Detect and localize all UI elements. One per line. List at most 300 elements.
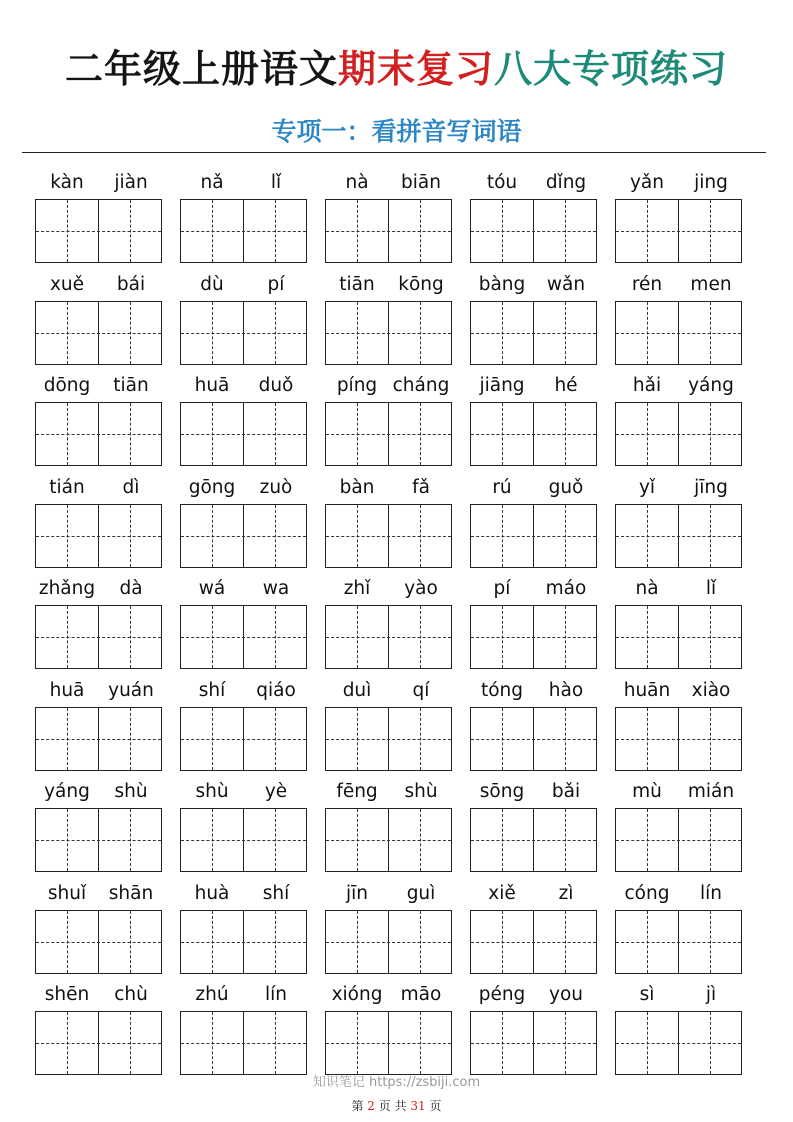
pinyin-label: yuán (108, 680, 154, 701)
footer-middle: 页 共 (378, 1099, 407, 1113)
pinyin-label: shù (195, 781, 229, 802)
grid-guide-line (471, 840, 596, 841)
word-cell (615, 883, 745, 977)
grid-guide-line (326, 840, 451, 841)
pinyin-label: duì (342, 680, 372, 701)
pinyin-label: jiāng (479, 375, 525, 396)
pinyin-label: duǒ (258, 375, 294, 396)
grid-guide-line (471, 1043, 596, 1044)
writing-box[interactable] (615, 1011, 742, 1075)
writing-box[interactable] (470, 199, 597, 263)
word-cell (180, 477, 310, 571)
pinyin-label: píng (336, 375, 378, 396)
writing-box[interactable] (35, 910, 162, 974)
pinyin-label: cóng (624, 883, 670, 904)
grid-guide-line (181, 942, 306, 943)
grid-guide-line (130, 302, 131, 364)
grid-guide-line (36, 1043, 161, 1044)
word-cell (180, 781, 310, 875)
grid-guide-line (36, 739, 161, 740)
pinyin-label: shí (198, 680, 226, 701)
writing-box[interactable] (35, 301, 162, 365)
grid-guide-line (647, 302, 648, 364)
grid-guide-line (67, 302, 68, 364)
pinyin-label: shí (262, 883, 290, 904)
word-cell (35, 984, 165, 1078)
grid-guide-line (710, 1012, 711, 1074)
grid-guide-line (181, 1043, 306, 1044)
pinyin-label: kōng (398, 274, 444, 295)
pinyin-label: huā (194, 375, 230, 396)
word-cell (470, 477, 600, 571)
word-cell (180, 274, 310, 368)
writing-box[interactable] (325, 199, 452, 263)
grid-guide-line (326, 1043, 451, 1044)
grid-guide-line (326, 434, 451, 435)
grid-guide-line (212, 403, 213, 465)
pinyin-label: yè (264, 781, 288, 802)
word-cell (325, 578, 455, 672)
grid-guide-line (616, 536, 741, 537)
pinyin-label: kàn (50, 172, 84, 193)
writing-box[interactable] (325, 808, 452, 872)
grid-guide-line (471, 434, 596, 435)
writing-box[interactable] (470, 707, 597, 771)
pinyin-label: jì (705, 984, 717, 1005)
word-cell (325, 984, 455, 1078)
grid-guide-line (36, 434, 161, 435)
writing-box[interactable] (615, 504, 742, 568)
pinyin-label: hé (554, 375, 578, 396)
grid-guide-line (212, 505, 213, 567)
pinyin-label: cháng (392, 375, 450, 396)
grid-guide-line (357, 911, 358, 973)
grid-guide-line (130, 606, 131, 668)
word-cell (615, 680, 745, 774)
pinyin-label: pí (493, 578, 511, 599)
writing-box[interactable] (180, 808, 307, 872)
grid-guide-line (502, 911, 503, 973)
pinyin-label: huān (623, 680, 671, 701)
grid-guide-line (212, 1012, 213, 1074)
writing-box[interactable] (470, 910, 597, 974)
grid-guide-line (67, 708, 68, 770)
pinyin-label: huā (49, 680, 85, 701)
pinyin-label: qiáo (256, 680, 296, 701)
grid-guide-line (616, 637, 741, 638)
grid-guide-line (647, 606, 648, 668)
footer-suffix: 页 (429, 1099, 442, 1113)
writing-box[interactable] (325, 707, 452, 771)
writing-box[interactable] (180, 605, 307, 669)
word-cell (180, 984, 310, 1078)
grid-guide-line (471, 333, 596, 334)
word-cell (35, 375, 165, 469)
grid-guide-line (181, 434, 306, 435)
grid-guide-line (565, 505, 566, 567)
grid-guide-line (275, 200, 276, 262)
grid-guide-line (647, 708, 648, 770)
pinyin-label: rén (631, 274, 663, 295)
grid-guide-line (326, 231, 451, 232)
pinyin-label: tóu (486, 172, 518, 193)
grid-guide-line (420, 403, 421, 465)
grid-guide-line (502, 606, 503, 668)
pinyin-label: nà (635, 578, 659, 599)
grid-guide-line (275, 403, 276, 465)
word-cell (615, 375, 745, 469)
grid-guide-line (36, 840, 161, 841)
pinyin-label: dù (200, 274, 224, 295)
grid-guide-line (565, 403, 566, 465)
pinyin-label: shù (404, 781, 438, 802)
writing-box[interactable] (35, 808, 162, 872)
pinyin-label: bàn (339, 477, 375, 498)
pinyin-label: dǐng (545, 172, 587, 193)
pinyin-label: hǎi (632, 375, 662, 396)
writing-box[interactable] (470, 1011, 597, 1075)
word-cell (325, 274, 455, 368)
grid-guide-line (357, 1012, 358, 1074)
title-part-grade: 二年级上册语文 (64, 46, 338, 91)
pinyin-label: guì (406, 883, 436, 904)
word-cell (325, 172, 455, 266)
grid-guide-line (357, 302, 358, 364)
grid-guide-line (471, 739, 596, 740)
word-cell (615, 578, 745, 672)
grid-guide-line (502, 302, 503, 364)
pinyin-label: mù (632, 781, 662, 802)
grid-guide-line (67, 505, 68, 567)
word-cell (325, 781, 455, 875)
pinyin-label: huà (194, 883, 230, 904)
word-cell (470, 578, 600, 672)
pinyin-label: gōng (188, 477, 236, 498)
grid-guide-line (212, 302, 213, 364)
writing-box[interactable] (470, 808, 597, 872)
grid-guide-line (67, 911, 68, 973)
pinyin-label: pí (267, 274, 285, 295)
grid-guide-line (130, 809, 131, 871)
section-subtitle: 专项一：看拼音写词语 (271, 117, 522, 146)
footer-prefix: 第 (351, 1099, 364, 1113)
pinyin-label: zì (558, 883, 574, 904)
grid-guide-line (67, 809, 68, 871)
writing-box[interactable] (35, 504, 162, 568)
grid-guide-line (565, 1012, 566, 1074)
word-cell (35, 172, 165, 266)
word-cell (470, 375, 600, 469)
grid-guide-line (647, 505, 648, 567)
pinyin-label: shēn (44, 984, 90, 1005)
writing-box[interactable] (180, 707, 307, 771)
pinyin-label: zhǐ (343, 578, 371, 599)
grid-guide-line (357, 505, 358, 567)
grid-guide-line (420, 809, 421, 871)
title-part-review: 期末复习 (337, 46, 494, 91)
word-cell (180, 883, 310, 977)
writing-box[interactable] (615, 910, 742, 974)
grid-guide-line (502, 809, 503, 871)
pinyin-label: nà (345, 172, 369, 193)
pinyin-label: máo (545, 578, 587, 599)
grid-guide-line (647, 911, 648, 973)
grid-guide-line (616, 1043, 741, 1044)
grid-guide-line (565, 302, 566, 364)
grid-guide-line (130, 505, 131, 567)
grid-guide-line (565, 606, 566, 668)
grid-guide-line (212, 200, 213, 262)
pinyin-label: hào (548, 680, 584, 701)
grid-guide-line (275, 302, 276, 364)
writing-box[interactable] (180, 402, 307, 466)
grid-guide-line (357, 200, 358, 262)
pinyin-label: lín (699, 883, 722, 904)
word-cell (470, 680, 600, 774)
pinyin-label: mián (687, 781, 735, 802)
word-cell (615, 274, 745, 368)
word-cell (35, 680, 165, 774)
grid-guide-line (420, 505, 421, 567)
grid-guide-line (326, 333, 451, 334)
pinyin-label: qí (412, 680, 430, 701)
current-page-number: 2 (367, 1099, 375, 1113)
grid-guide-line (130, 911, 131, 973)
grid-guide-line (502, 200, 503, 262)
pinyin-label: men (690, 274, 732, 295)
grid-guide-line (275, 1012, 276, 1074)
word-cell (35, 883, 165, 977)
grid-guide-line (212, 911, 213, 973)
grid-guide-line (181, 536, 306, 537)
word-cell (615, 781, 745, 875)
writing-box[interactable] (180, 1011, 307, 1075)
grid-guide-line (471, 942, 596, 943)
pinyin-label: jīn (345, 883, 368, 904)
grid-guide-line (36, 536, 161, 537)
grid-guide-line (710, 606, 711, 668)
pinyin-label: xiě (488, 883, 516, 904)
word-cell (180, 680, 310, 774)
grid-guide-line (275, 809, 276, 871)
writing-box[interactable] (325, 910, 452, 974)
grid-guide-line (67, 200, 68, 262)
writing-box[interactable] (470, 504, 597, 568)
grid-guide-line (616, 942, 741, 943)
grid-guide-line (36, 231, 161, 232)
pinyin-label: fǎ (412, 477, 430, 498)
word-cell (325, 883, 455, 977)
grid-guide-line (275, 505, 276, 567)
grid-guide-line (326, 536, 451, 537)
grid-guide-line (36, 942, 161, 943)
grid-guide-line (36, 333, 161, 334)
pinyin-label: guǒ (548, 477, 584, 498)
grid-guide-line (565, 809, 566, 871)
pinyin-label: wǎn (546, 274, 586, 295)
writing-box[interactable] (325, 301, 452, 365)
grid-guide-line (710, 302, 711, 364)
grid-guide-line (130, 403, 131, 465)
grid-guide-line (616, 333, 741, 334)
pinyin-label: zuò (259, 477, 293, 498)
grid-guide-line (130, 708, 131, 770)
word-cell (470, 883, 600, 977)
pinyin-label: dōng (43, 375, 91, 396)
grid-guide-line (616, 231, 741, 232)
writing-box[interactable] (615, 808, 742, 872)
word-cell (35, 477, 165, 571)
pinyin-label: you (549, 984, 583, 1005)
grid-guide-line (647, 1012, 648, 1074)
word-cell (470, 172, 600, 266)
grid-guide-line (326, 942, 451, 943)
writing-box[interactable] (325, 1011, 452, 1075)
pinyin-label: tiān (113, 375, 149, 396)
pinyin-label: sì (639, 984, 655, 1005)
grid-guide-line (420, 708, 421, 770)
writing-box[interactable] (615, 402, 742, 466)
grid-guide-line (326, 739, 451, 740)
pinyin-label: xióng (331, 984, 383, 1005)
pinyin-label: yáng (44, 781, 90, 802)
writing-box[interactable] (35, 199, 162, 263)
pinyin-label: lín (264, 984, 287, 1005)
pinyin-label: shān (108, 883, 154, 904)
writing-box[interactable] (180, 301, 307, 365)
word-cell (470, 781, 600, 875)
grid-guide-line (710, 911, 711, 973)
grid-guide-line (181, 840, 306, 841)
pinyin-label: rú (492, 477, 512, 498)
pinyin-label: xuě (49, 274, 85, 295)
word-cell (325, 477, 455, 571)
grid-guide-line (36, 637, 161, 638)
pinyin-label: jiàn (114, 172, 148, 193)
grid-guide-line (565, 911, 566, 973)
grid-guide-line (502, 1012, 503, 1074)
grid-guide-line (710, 505, 711, 567)
writing-box[interactable] (470, 605, 597, 669)
grid-guide-line (357, 403, 358, 465)
grid-guide-line (647, 200, 648, 262)
word-cell (615, 172, 745, 266)
grid-guide-line (67, 606, 68, 668)
pinyin-label: zhǎng (38, 578, 96, 599)
writing-box[interactable] (325, 402, 452, 466)
grid-guide-line (357, 606, 358, 668)
word-cell (615, 477, 745, 571)
grid-guide-line (67, 1012, 68, 1074)
pinyin-label: shù (114, 781, 148, 802)
writing-box[interactable] (615, 301, 742, 365)
grid-guide-line (471, 536, 596, 537)
pinyin-label: lǐ (270, 172, 282, 193)
pinyin-label: shuǐ (47, 883, 87, 904)
word-cell (615, 984, 745, 1078)
pinyin-label: chù (114, 984, 148, 1005)
pinyin-label: wa (262, 578, 290, 599)
grid-guide-line (565, 200, 566, 262)
page-footer (0, 1097, 793, 1114)
writing-box[interactable] (35, 1011, 162, 1075)
grid-guide-line (647, 403, 648, 465)
grid-guide-line (357, 809, 358, 871)
grid-guide-line (130, 1012, 131, 1074)
total-page-number: 31 (410, 1099, 426, 1113)
writing-box[interactable] (615, 707, 742, 771)
writing-box[interactable] (470, 301, 597, 365)
grid-guide-line (212, 809, 213, 871)
pinyin-label: xiào (691, 680, 731, 701)
grid-guide-line (326, 637, 451, 638)
pinyin-label: yào (404, 578, 438, 599)
pinyin-label: jing (694, 172, 728, 193)
writing-box[interactable] (35, 605, 162, 669)
word-cell (35, 781, 165, 875)
grid-guide-line (710, 809, 711, 871)
pinyin-label: yáng (688, 375, 734, 396)
grid-guide-line (616, 840, 741, 841)
word-cell (35, 578, 165, 672)
word-cell (325, 375, 455, 469)
title-part-practice: 八大专项练习 (494, 46, 729, 91)
pinyin-label: dì (122, 477, 140, 498)
grid-guide-line (181, 231, 306, 232)
grid-guide-line (710, 708, 711, 770)
grid-guide-line (275, 911, 276, 973)
pinyin-label: bàng (478, 274, 526, 295)
writing-box[interactable] (180, 504, 307, 568)
writing-box[interactable] (615, 605, 742, 669)
grid-guide-line (420, 606, 421, 668)
pinyin-label: yǎn (629, 172, 664, 193)
grid-guide-line (420, 200, 421, 262)
grid-guide-line (471, 637, 596, 638)
grid-guide-line (212, 606, 213, 668)
word-cell (325, 680, 455, 774)
grid-guide-line (130, 200, 131, 262)
grid-guide-line (502, 708, 503, 770)
writing-box[interactable] (325, 504, 452, 568)
grid-guide-line (710, 403, 711, 465)
writing-box[interactable] (35, 402, 162, 466)
pinyin-label: tián (49, 477, 85, 498)
writing-box[interactable] (180, 910, 307, 974)
pinyin-label: bǎi (551, 781, 581, 802)
writing-box[interactable] (180, 199, 307, 263)
grid-guide-line (420, 302, 421, 364)
pinyin-label: dà (119, 578, 143, 599)
pinyin-label: yǐ (638, 477, 656, 498)
grid-guide-line (647, 809, 648, 871)
grid-guide-line (181, 333, 306, 334)
writing-box[interactable] (35, 707, 162, 771)
writing-box[interactable] (615, 199, 742, 263)
word-cell (470, 984, 600, 1078)
writing-box[interactable] (325, 605, 452, 669)
writing-box[interactable] (470, 402, 597, 466)
pinyin-label: lǐ (705, 578, 717, 599)
grid-guide-line (420, 1012, 421, 1074)
grid-guide-line (67, 403, 68, 465)
grid-guide-line (181, 637, 306, 638)
grid-guide-line (181, 739, 306, 740)
word-cell (35, 274, 165, 368)
grid-guide-line (275, 606, 276, 668)
grid-guide-line (565, 708, 566, 770)
pinyin-label: sōng (479, 781, 525, 802)
